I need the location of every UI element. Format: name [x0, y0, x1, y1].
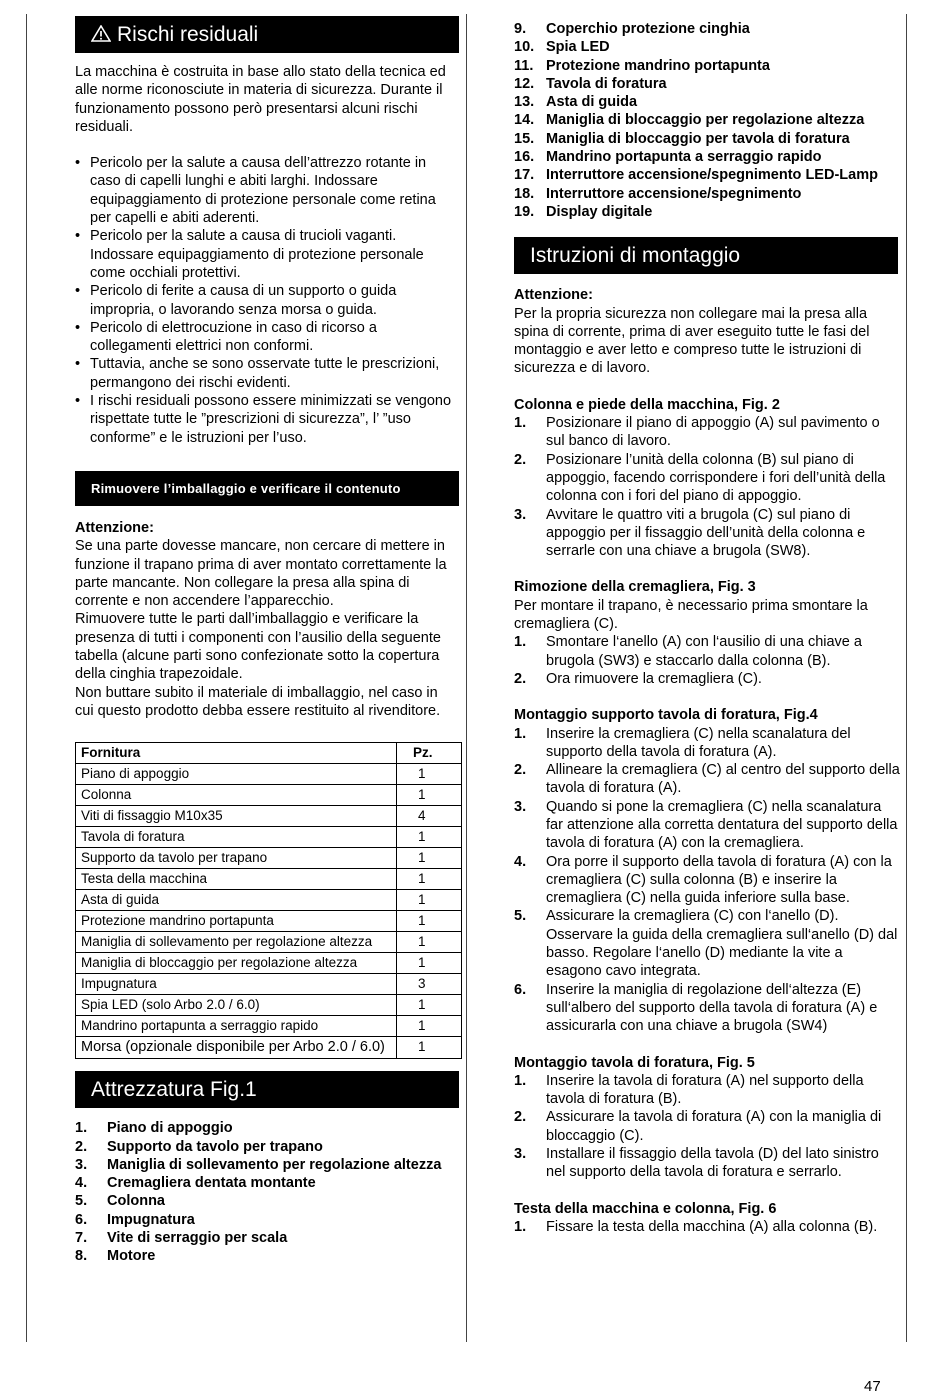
list-item [514, 670, 900, 688]
page-number: 47 [864, 1378, 881, 1395]
item-text: Piano di appoggio [107, 1120, 233, 1137]
equipment-list-continued [514, 20, 900, 221]
step-number: 3. [514, 1146, 527, 1163]
right-column [514, 20, 900, 1236]
list-item [514, 57, 900, 75]
part-qty: 1 [397, 932, 462, 953]
item-text: Tavola di foratura [546, 75, 667, 92]
list-item [75, 1156, 460, 1174]
item-text: Maniglia di sollevamento per regolazione altezza [107, 1156, 442, 1173]
item-text: Spia LED [546, 39, 610, 56]
step-number: 3. [514, 798, 527, 815]
part-name: Piano di appoggio [76, 764, 397, 785]
list-item [514, 798, 900, 853]
item-number: 9. [514, 21, 527, 37]
section-heading: Rimozione della cremagliera, Fig. 3 [514, 579, 756, 596]
part-qty: 1 [397, 995, 462, 1016]
section-heading: Testa della macchina e colonna, Fig. 6 [514, 1200, 777, 1217]
part-qty: 1 [397, 764, 462, 785]
residual-risks-heading [75, 16, 459, 53]
list-item [514, 981, 900, 1036]
step-number: 4. [514, 853, 527, 870]
list-item [514, 166, 900, 184]
item-number: 6. [75, 1211, 88, 1228]
part-name: Morsa (opzionale disponibile per Arbo 2.0 / 6.0) [76, 1037, 397, 1059]
list-item [514, 633, 900, 670]
list-item [514, 414, 900, 451]
table-row [76, 806, 462, 827]
step-number: 1. [514, 415, 527, 432]
part-name: Spia LED (solo Arbo 2.0 / 6.0) [76, 995, 397, 1016]
column-header-qty: Pz. [397, 743, 462, 764]
equipment-title: Attrezzatura Fig.1 [91, 1078, 257, 1102]
item-text: Cremagliera dentata montante [107, 1175, 316, 1192]
item-text: Mandrino portapunta a serraggio rapido [546, 149, 822, 166]
part-name: Maniglia di bloccaggio per regolazione altezza [76, 953, 397, 974]
table-row [76, 911, 462, 932]
item-number: 15. [514, 130, 535, 147]
residual-risks-list [75, 154, 460, 447]
assembly-attention-label: Attenzione: [514, 287, 593, 304]
list-item [75, 1174, 460, 1192]
parts-table [75, 742, 462, 1059]
step-text: Allineare la cremagliera (C) al centro del supporto della tavola di foratura (A). [546, 762, 900, 797]
unpacking-attention-label: Attenzione: [75, 519, 154, 536]
item-text: Colonna [107, 1193, 165, 1210]
item-text: Impugnatura [107, 1211, 195, 1228]
part-name: Supporto da tavolo per trapano [76, 848, 397, 869]
unpacking-paragraph: Rimuovere tutte le parti dall’imballaggio e verificare la presenza di tutti i componenti con l’ausilio della seguente tabella (alcune parti sono confezionate sotto la copertura della cinghia trapezoidale. [75, 611, 441, 683]
part-qty: 1 [397, 848, 462, 869]
item-number: 14. [514, 112, 535, 129]
list-item: • Tuttavia, anche se sono osservate tutte le prescrizioni, permangono dei rischi evidenti. [75, 355, 460, 392]
list-item: • Pericolo per la salute a causa dell’attrezzo rotante in caso di capelli lunghi e abiti larghi. Indossare equipaggiamento di protezione personale come retina per capelli e abiti aderenti. [75, 154, 460, 227]
part-qty: 1 [397, 1016, 462, 1037]
step-text: Inserire la maniglia di regolazione dell‘altezza (E) sull‘albero del supporto della tavola di foratura (A) e assicurarla con una chiave a brugola (SW4) [546, 981, 878, 1035]
list-item [514, 1145, 900, 1182]
part-qty: 1 [397, 827, 462, 848]
part-name: Viti di fissaggio M10x35 [76, 806, 397, 827]
assembly-attention-text: Per la propria sicurezza non collegare mai la presa alla spina di corrente, prima di aver eseguito tutte le fasi del montaggio e aver letto e compreso tutte le istruzioni di sicurezza e di lavoro. [514, 305, 870, 377]
item-text: Asta di guida [546, 94, 638, 111]
list-item [514, 93, 900, 111]
list-item [514, 761, 900, 798]
list-item [514, 853, 900, 908]
list-item [75, 1119, 460, 1137]
step-text: Smontare l‘anello (A) con l‘ausilio di una chiave a brugola (SW3) e staccarlo dalla colonna (B). [546, 634, 862, 669]
step-text: Fissare la testa della macchina (A) alla colonna (B). [546, 1218, 878, 1235]
left-margin-rule [26, 14, 27, 1342]
list-item [75, 1211, 460, 1229]
item-number: 8. [75, 1248, 88, 1265]
list-item [514, 203, 900, 221]
item-number: 17. [514, 167, 535, 184]
item-text: Maniglia di bloccaggio per tavola di foratura [546, 130, 850, 147]
step-text: Installare il fissaggio della tavola (D) del lato sinistro nel supporto della tavola di foratura e serrarlo. [546, 1146, 879, 1181]
part-qty: 1 [397, 953, 462, 974]
part-qty: 1 [397, 911, 462, 932]
item-number: 19. [514, 203, 535, 220]
table-row [76, 827, 462, 848]
part-qty: 1 [397, 869, 462, 890]
list-item [514, 506, 900, 561]
table-row [76, 953, 462, 974]
list-item: • Pericolo di ferite a causa di un supporto o guida impropria, o lavorando senza morsa o guida. [75, 282, 460, 319]
item-number: 7. [75, 1229, 88, 1246]
list-item [514, 148, 900, 166]
item-text: Supporto da tavolo per trapano [107, 1138, 323, 1155]
list-item [514, 1218, 900, 1236]
item-number: 16. [514, 149, 535, 166]
step-number: 2. [514, 451, 527, 468]
table-header-row [76, 743, 462, 764]
item-number: 5. [75, 1193, 88, 1210]
table-row [76, 785, 462, 806]
list-item: • Pericolo di elettrocuzione in caso di ricorso a collegamenti elettrici non conformi. [75, 319, 460, 356]
step-number: 5. [514, 908, 527, 925]
equipment-heading [75, 1071, 459, 1108]
unpacking-paragraph: Non buttare subito il materiale di imballaggio, nel caso in cui questo prodotto debba essere restituito al rivenditore. [75, 684, 441, 719]
part-name: Asta di guida [76, 890, 397, 911]
item-text: Maniglia di bloccaggio per regolazione altezza [546, 112, 865, 129]
step-text: Ora rimuovere la cremagliera (C). [546, 670, 762, 687]
table-row [76, 974, 462, 995]
part-name: Impugnatura [76, 974, 397, 995]
right-margin-rule [906, 14, 907, 1342]
list-item: • I rischi residuali possono essere minimizzati se vengono rispettate tutte le ”prescrizioni di sicurezza”, l’ ”uso conforme” e le istruzioni per l’uso. [75, 392, 460, 447]
part-qty: 1 [397, 785, 462, 806]
list-item [514, 1072, 900, 1109]
part-qty: 4 [397, 806, 462, 827]
list-item [514, 185, 900, 203]
list-item [514, 1108, 900, 1145]
step-text: Quando si pone la cremagliera (C) nella scanalatura far attenzione alla corretta dentatura del supporto della tavola di foratura (A) con la cremagliera. [546, 798, 898, 852]
step-text: Avvitare le quattro viti a brugola (C) sul piano di appoggio per il fissaggio dell’unità della colonna e serrarle con una chiave a brugola (SW8). [546, 506, 866, 560]
list-item: • Pericolo per la salute a causa di trucioli vaganti. Indossare equipaggiamento di protezione personale come occhiali protettivi. [75, 227, 460, 282]
step-text: Ora porre il supporto della tavola di foratura (A) con la cremagliera (C) sulla colonna (B) e inserire la cremagliera (C) nella guida inferiore sulla base. [546, 853, 892, 907]
step-number: 2. [514, 670, 527, 687]
step-number: 1. [514, 1218, 527, 1235]
list-item [514, 111, 900, 129]
list-item [514, 907, 900, 980]
step-text: Inserire la tavola di foratura (A) nel supporto della tavola di foratura (B). [546, 1072, 864, 1108]
list-item [514, 725, 900, 762]
table-row [76, 890, 462, 911]
equipment-list [75, 1119, 460, 1265]
list-item [75, 1247, 460, 1265]
list-item [514, 75, 900, 93]
table-row [76, 932, 462, 953]
table-row [76, 848, 462, 869]
step-text: Inserire la cremagliera (C) nella scanalatura del supporto della tavola di foratura (A). [546, 725, 851, 760]
residual-risks-intro: La macchina è costruita in base allo stato della tecnica ed alle norme riconosciute in materia di sicurezza. Durante il funzionamento possono però presentarsi alcuni rischi residuali. [75, 64, 446, 135]
assembly-title: Istruzioni di montaggio [530, 244, 741, 268]
steps-list [514, 725, 900, 1036]
part-name: Colonna [76, 785, 397, 806]
section-heading: Montaggio tavola di foratura, Fig. 5 [514, 1054, 755, 1071]
step-text: Posizionare l’unità della colonna (B) sul piano di appoggio, facendo corrispondere i fori dell’unità della colonna con i fori del piano di appoggio. [546, 451, 886, 505]
residual-risks-title: Rischi residuali [117, 23, 259, 46]
step-number: 1. [514, 634, 527, 651]
part-qty: 1 [397, 1037, 462, 1059]
steps-list [514, 633, 900, 688]
table-row [76, 869, 462, 890]
step-number: 1. [514, 1072, 527, 1089]
step-number: 1. [514, 725, 527, 742]
warning-triangle-icon [91, 16, 111, 53]
item-number: 13. [514, 94, 535, 111]
item-number: 2. [75, 1138, 88, 1155]
item-number: 12. [514, 75, 535, 92]
item-number: 4. [75, 1175, 88, 1192]
item-number: 1. [75, 1120, 88, 1137]
assembly-heading [514, 237, 898, 274]
item-number: 10. [514, 39, 535, 56]
item-text: Display digitale [546, 203, 653, 220]
list-item [514, 38, 900, 56]
list-item [514, 451, 900, 506]
item-text: Coperchio protezione cinghia [546, 21, 750, 37]
step-text: Assicurare la cremagliera (C) con l‘anello (D). Osservare la guida della cremagliera sull‘anello (D) dal basso. Regolare l‘anello (D) mediante la vite a esagono cavo integrata. [546, 908, 898, 980]
step-number: 2. [514, 1109, 527, 1126]
part-qty: 1 [397, 890, 462, 911]
step-number: 3. [514, 506, 527, 523]
part-name: Testa della macchina [76, 869, 397, 890]
unpacking-heading [75, 471, 459, 506]
step-text: Assicurare la tavola di foratura (A) con la maniglia di bloccaggio (C). [546, 1109, 882, 1144]
table-row [76, 995, 462, 1016]
unpacking-title: Rimuovere l’imballaggio e verificare il contenuto [91, 480, 401, 496]
list-item [75, 1192, 460, 1210]
item-text: Interruttore accensione/spegnimento [546, 185, 802, 202]
item-text: Motore [107, 1248, 156, 1265]
list-item [514, 20, 900, 38]
step-text: Posizionare il piano di appoggio (A) sul pavimento o sul banco di lavoro. [546, 415, 880, 450]
item-text: Protezione mandrino portapunta [546, 57, 770, 74]
column-header-item: Fornitura [76, 743, 397, 764]
steps-list [514, 1072, 900, 1182]
unpacking-paragraph: Se una parte dovesse mancare, non cercare di mettere in funzione il trapano prima di aver montato correttamente la parte mancante. Non collegare la presa alla spina di corrente e non accendere l’apparecchio. [75, 538, 447, 610]
left-column [75, 16, 460, 1266]
item-text: Interruttore accensione/spegnimento LED-Lamp [546, 167, 878, 184]
part-name: Mandrino portapunta a serraggio rapido [76, 1016, 397, 1037]
table-row [76, 1016, 462, 1037]
column-divider [466, 14, 467, 1342]
part-name: Tavola di foratura [76, 827, 397, 848]
table-row [76, 764, 462, 785]
part-qty: 3 [397, 974, 462, 995]
item-number: 18. [514, 185, 535, 202]
step-number: 2. [514, 762, 527, 779]
steps-list [514, 414, 900, 560]
part-name: Protezione mandrino portapunta [76, 911, 397, 932]
part-name: Maniglia di sollevamento per regolazione altezza [76, 932, 397, 953]
step-number: 6. [514, 981, 527, 998]
section-heading: Colonna e piede della macchina, Fig. 2 [514, 396, 780, 413]
table-row [76, 1037, 462, 1059]
list-item [75, 1229, 460, 1247]
item-text: Vite di serraggio per scala [107, 1229, 288, 1246]
list-item [514, 130, 900, 148]
steps-list [514, 1218, 900, 1236]
section-heading: Montaggio supporto tavola di foratura, Fig.4 [514, 707, 818, 724]
item-number: 11. [514, 57, 534, 74]
section-intro: Per montare il trapano, è necessario prima smontare la cremagliera (C). [514, 597, 868, 633]
item-number: 3. [75, 1156, 88, 1173]
list-item [75, 1138, 460, 1156]
